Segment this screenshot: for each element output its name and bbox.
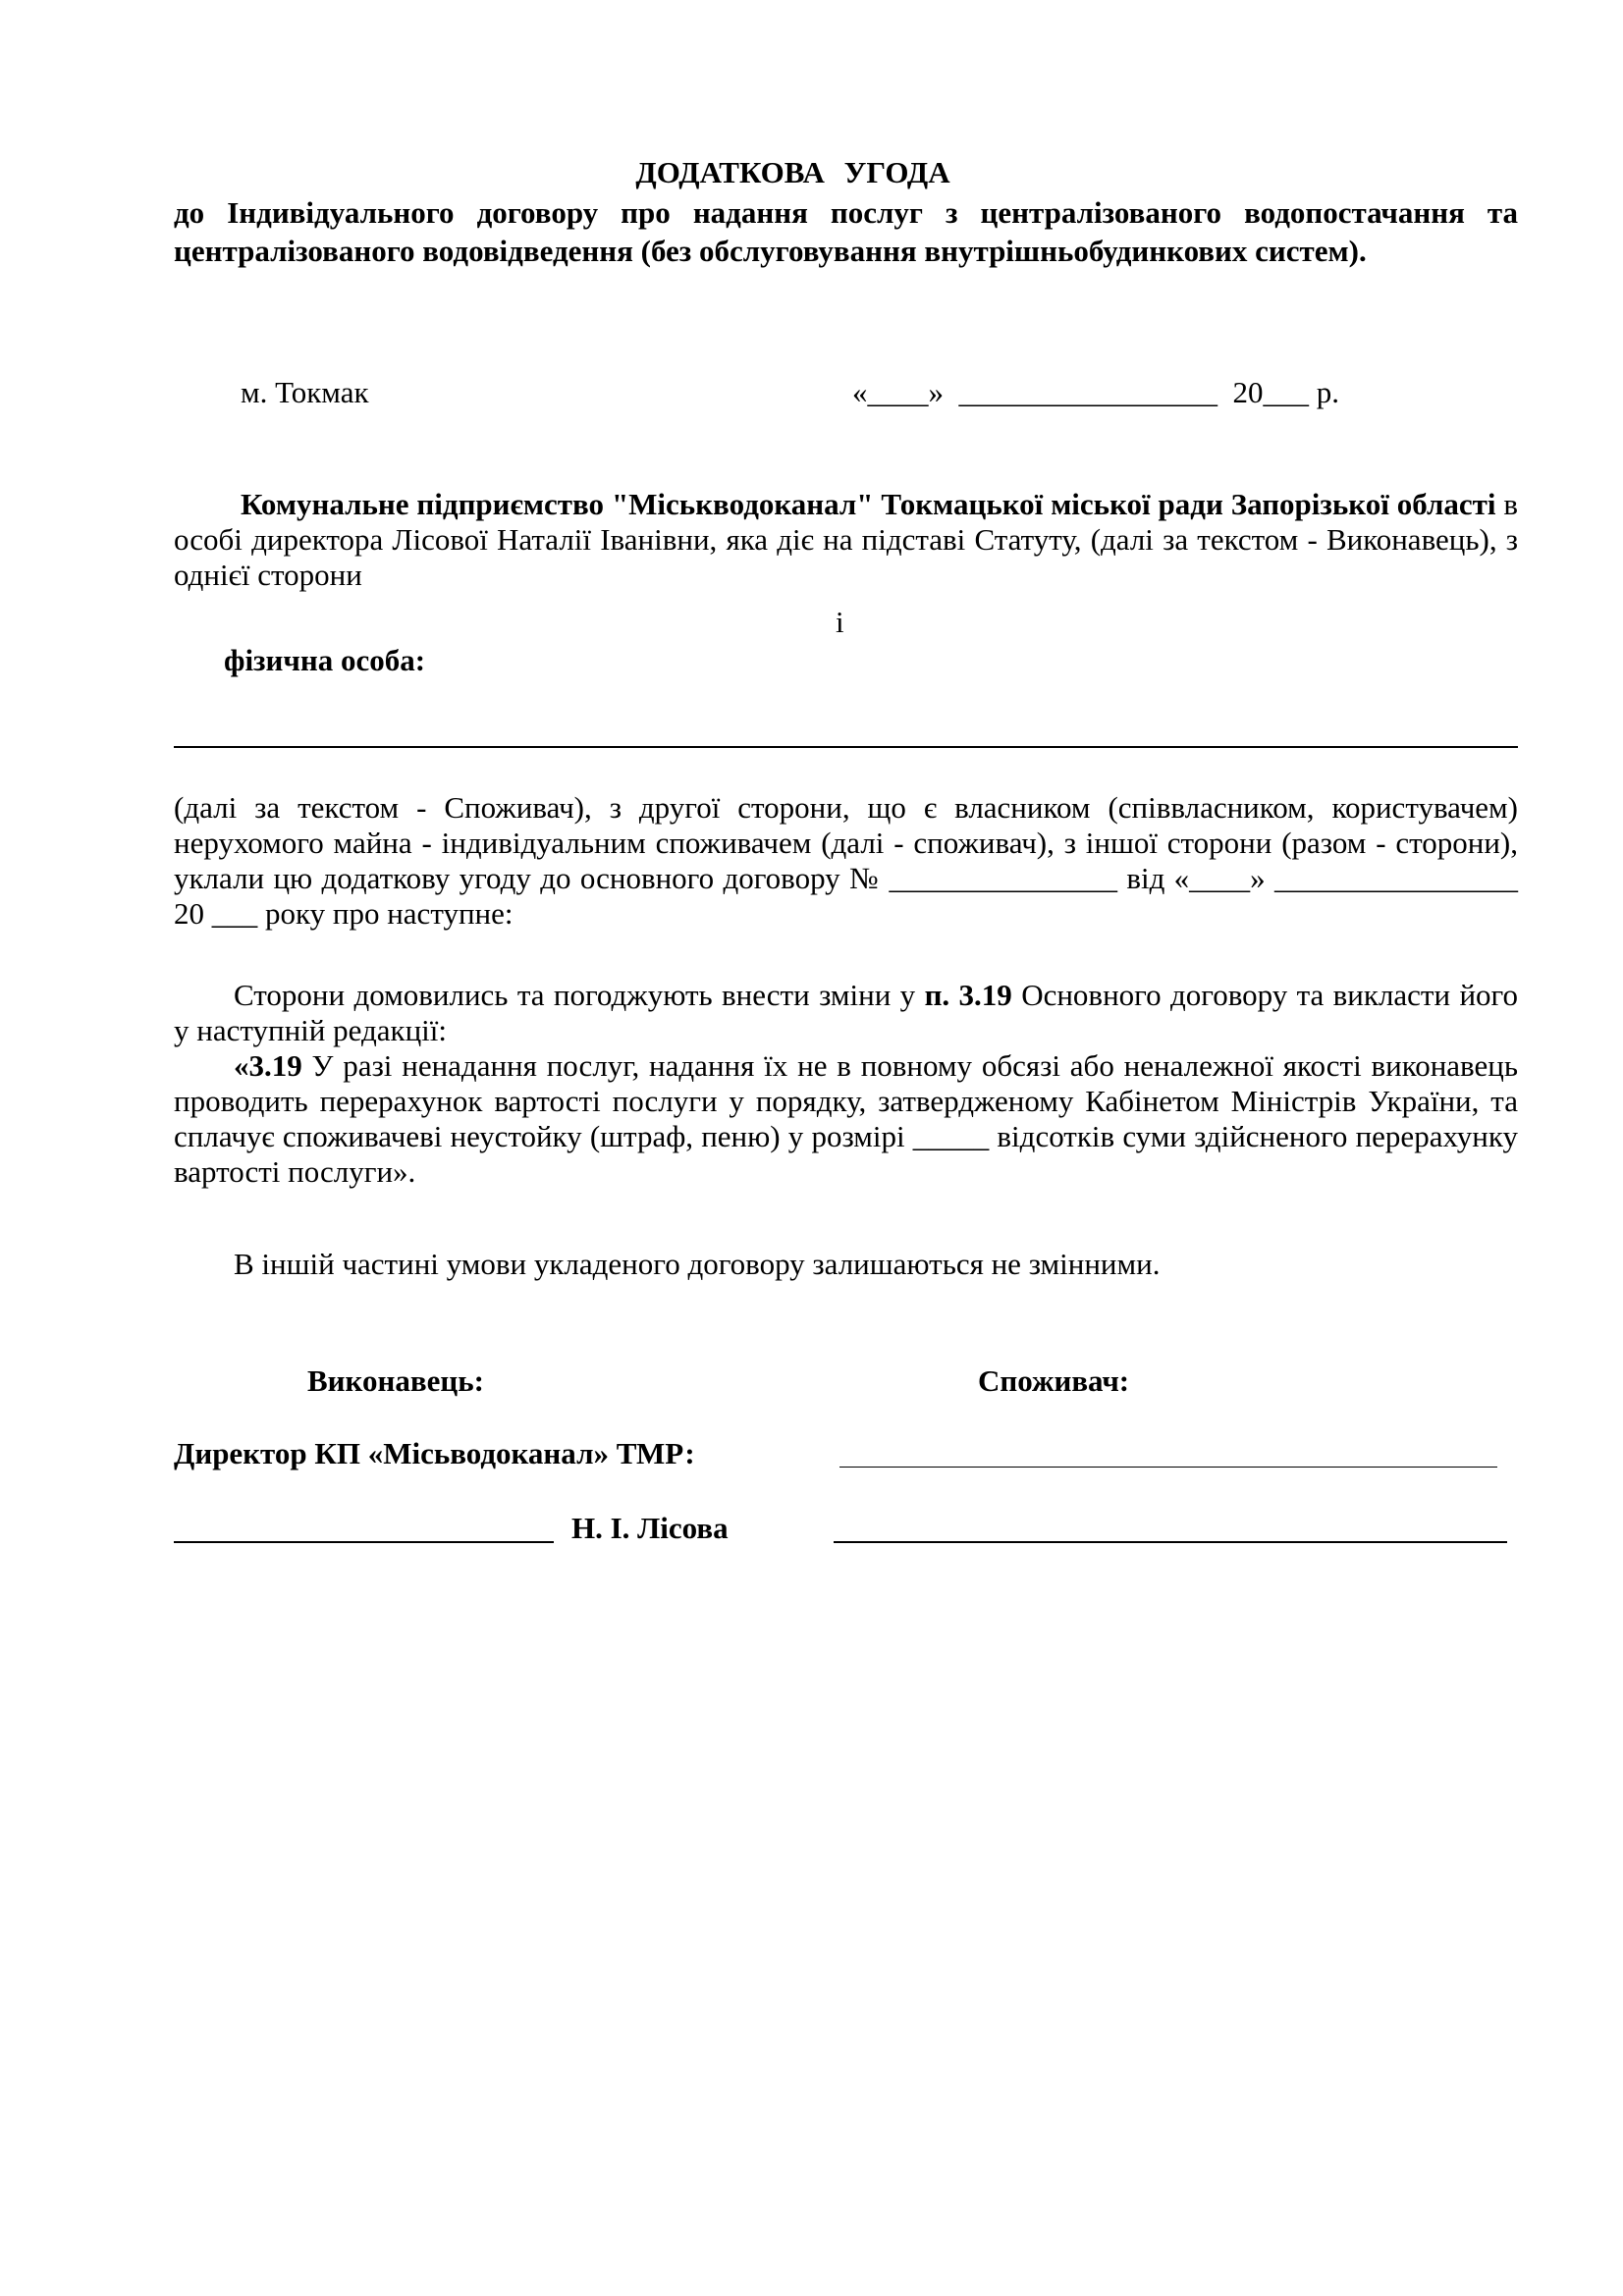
director-name: Н. І. Лісова <box>571 1511 729 1545</box>
director-signature-line <box>174 1541 554 1543</box>
agreement-intro-start: Сторони домовились та погоджують внести зміни у <box>234 978 925 1012</box>
director-title: Директор КП «Місьводоканал» ТМР: <box>174 1436 695 1470</box>
agreement-intro <box>174 978 1518 1048</box>
clause-paragraph <box>174 1048 1518 1190</box>
closing-statement: В іншій частині умови укладеного договору залишаються не змінними. <box>234 1247 1161 1281</box>
consumer-heading: Споживач: <box>978 1363 1130 1398</box>
party1-name: Комунальне підприємство "Міськводоканал" Токмацької міської ради Запорізької області <box>241 487 1496 521</box>
party2-name-line <box>174 746 1518 748</box>
document-title: ДОДАТКОВА УГОДА <box>635 155 950 189</box>
party2-label: фізична особа: <box>224 643 426 677</box>
consumer-signature-line-1 <box>839 1467 1497 1468</box>
city-name: м. Токмак <box>241 375 369 409</box>
party1-details: в особі директора Лісової Наталії Іванівни, яка діє на підставі Статуту, (далі за текстом - Виконавець), з однієї сторони <box>174 487 1518 592</box>
party2-paragraph: (далі за текстом - Споживач), з другої сторони, що є власником (співвласником, користувачем) нерухомого майна - індивідуальним споживачем (далі - споживач), з іншої сторони (разом - сторони), уклали цю додаткову угоду до основного договору № _______________ від «____» ________________ 20 ___ року про наступне: <box>174 790 1518 931</box>
clause-text: У разі ненадання послуг, надання їх не в повному обсязі або неналежної якості виконавець проводить перерахунок вартості послуги у порядку, затвердженому Кабінетом Міністрів України, та сплачує споживачеві неустойку (штраф, пеню) у розмірі _____ відсотків суми здійсненого перерахунку вартості послуги». <box>174 1048 1518 1189</box>
executor-heading: Виконавець: <box>307 1363 484 1398</box>
conjunction-text: і <box>836 605 844 639</box>
consumer-signature-line-2 <box>834 1541 1507 1543</box>
clause-reference: п. 3.19 <box>924 978 1012 1012</box>
date-placeholder: «____» _________________ 20___ р. <box>852 375 1339 409</box>
clause-number: «3.19 <box>234 1048 302 1083</box>
party1-paragraph <box>174 487 1518 593</box>
agreement-intro-end: Основного договору та викласти його у наступній редакції: <box>174 978 1518 1047</box>
document-subtitle: до Індивідуального договору про надання послуг з централізованого водопостачання та централізованого водовідведення (без обслуговування внутрішньобудинкових систем). <box>174 195 1518 268</box>
